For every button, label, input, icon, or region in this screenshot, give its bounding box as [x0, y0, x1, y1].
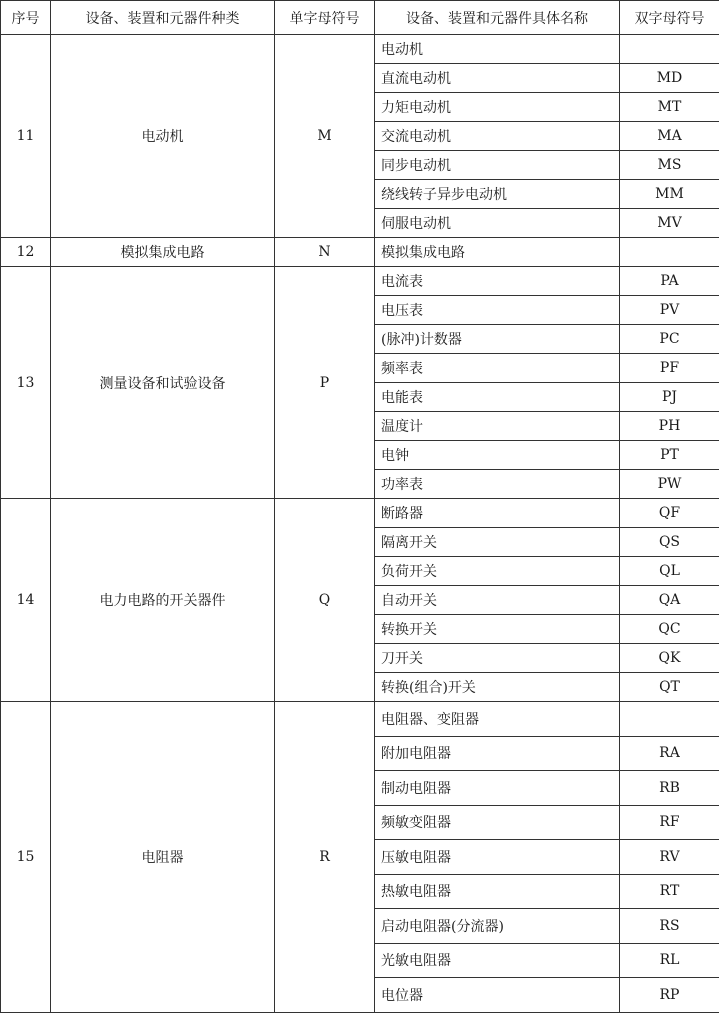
device-name: 电流表 [375, 267, 620, 296]
group-kind: 电动机 [51, 35, 275, 238]
double-letter-code: QT [620, 673, 719, 702]
device-name: 直流电动机 [375, 64, 620, 93]
group-single-letter: M [275, 35, 375, 238]
group-single-letter: N [275, 238, 375, 267]
header-double-letter: 双字母符号 [620, 1, 719, 35]
double-letter-code [620, 702, 719, 737]
device-name: 刀开关 [375, 644, 620, 673]
header-single-letter: 单字母符号 [275, 1, 375, 35]
double-letter-code: QA [620, 586, 719, 615]
double-letter-code [620, 35, 719, 64]
header-device-name: 设备、装置和元器件具体名称 [375, 1, 620, 35]
double-letter-code: MA [620, 122, 719, 151]
double-letter-code: QF [620, 499, 719, 528]
double-letter-code: QS [620, 528, 719, 557]
device-name: 电能表 [375, 383, 620, 412]
header-row [1, 1, 719, 35]
device-name: 绕线转子异步电动机 [375, 180, 620, 209]
double-letter-code: PV [620, 296, 719, 325]
double-letter-code: PT [620, 441, 719, 470]
double-letter-code: QK [620, 644, 719, 673]
double-letter-code: RA [620, 736, 719, 771]
device-name: 电压表 [375, 296, 620, 325]
group-single-letter: Q [275, 499, 375, 702]
device-name: 频率表 [375, 354, 620, 383]
device-name: 电动机 [375, 35, 620, 64]
device-name: 隔离开关 [375, 528, 620, 557]
device-name: 电钟 [375, 441, 620, 470]
device-name: 负荷开关 [375, 557, 620, 586]
group-number: 13 [1, 267, 51, 499]
double-letter-code: RP [620, 978, 719, 1013]
device-name: 制动电阻器 [375, 771, 620, 806]
double-letter-code: RB [620, 771, 719, 806]
device-name: 自动开关 [375, 586, 620, 615]
device-name: 光敏电阻器 [375, 943, 620, 978]
double-letter-code: QL [620, 557, 719, 586]
double-letter-code: RL [620, 943, 719, 978]
group-kind: 电阻器 [51, 702, 275, 1013]
table-body [1, 35, 719, 1013]
double-letter-code: RF [620, 805, 719, 840]
device-name: 交流电动机 [375, 122, 620, 151]
device-name: 伺服电动机 [375, 209, 620, 238]
double-letter-code: PW [620, 470, 719, 499]
device-name: 压敏电阻器 [375, 840, 620, 875]
device-name: 温度计 [375, 412, 620, 441]
device-name: 断路器 [375, 499, 620, 528]
double-letter-code: MM [620, 180, 719, 209]
double-letter-code: RT [620, 874, 719, 909]
device-name: (脉冲)计数器 [375, 325, 620, 354]
table-row [1, 267, 719, 296]
header-kind: 设备、装置和元器件种类 [51, 1, 275, 35]
header-no: 序号 [1, 1, 51, 35]
group-single-letter: R [275, 702, 375, 1013]
table-row [1, 35, 719, 64]
double-letter-code: MV [620, 209, 719, 238]
group-number: 11 [1, 35, 51, 238]
double-letter-code [620, 238, 719, 267]
group-number: 12 [1, 238, 51, 267]
double-letter-code: QC [620, 615, 719, 644]
double-letter-code: PC [620, 325, 719, 354]
device-name: 电阻器、变阻器 [375, 702, 620, 737]
double-letter-code: MD [620, 64, 719, 93]
device-name: 转换开关 [375, 615, 620, 644]
device-name: 频敏变阻器 [375, 805, 620, 840]
double-letter-code: RS [620, 909, 719, 944]
device-name: 附加电阻器 [375, 736, 620, 771]
double-letter-code: PH [620, 412, 719, 441]
device-name: 同步电动机 [375, 151, 620, 180]
group-kind: 电力电路的开关器件 [51, 499, 275, 702]
group-kind: 测量设备和试验设备 [51, 267, 275, 499]
double-letter-code: MS [620, 151, 719, 180]
double-letter-code: PA [620, 267, 719, 296]
group-number: 15 [1, 702, 51, 1013]
device-name: 热敏电阻器 [375, 874, 620, 909]
group-single-letter: P [275, 267, 375, 499]
double-letter-code: MT [620, 93, 719, 122]
device-name: 功率表 [375, 470, 620, 499]
device-name: 电位器 [375, 978, 620, 1013]
group-kind: 模拟集成电路 [51, 238, 275, 267]
device-name: 模拟集成电路 [375, 238, 620, 267]
device-name: 力矩电动机 [375, 93, 620, 122]
double-letter-code: PJ [620, 383, 719, 412]
table-row [1, 702, 719, 737]
group-number: 14 [1, 499, 51, 702]
device-name: 启动电阻器(分流器) [375, 909, 620, 944]
double-letter-code: RV [620, 840, 719, 875]
table-row [1, 499, 719, 528]
table-row [1, 238, 719, 267]
double-letter-code: PF [620, 354, 719, 383]
device-name: 转换(组合)开关 [375, 673, 620, 702]
